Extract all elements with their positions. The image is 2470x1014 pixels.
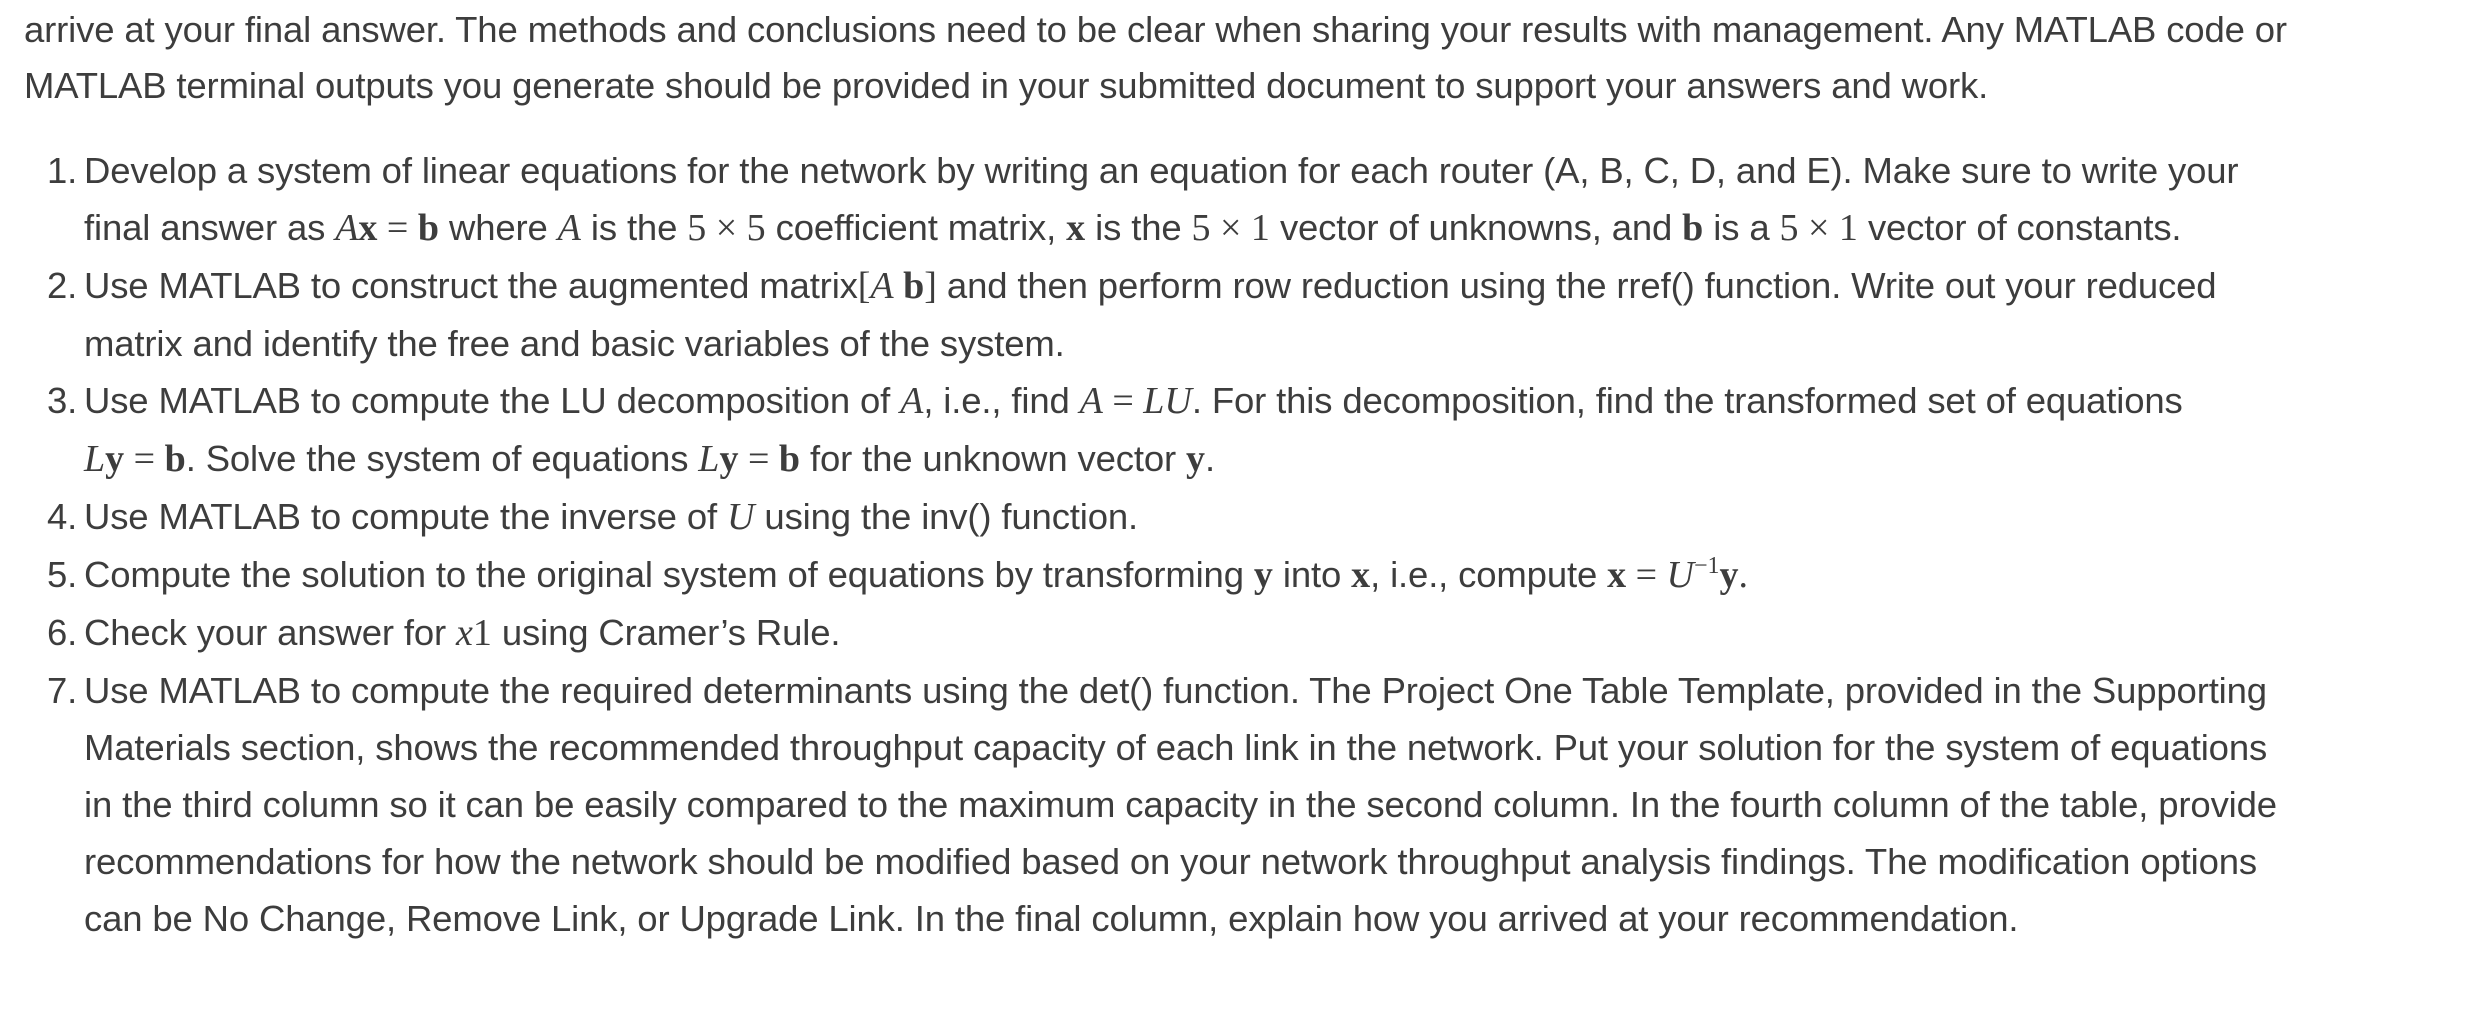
list-number: 1. — [47, 150, 78, 191]
step-text: coefficient matrix, — [775, 207, 1057, 248]
math-vec: y — [1253, 554, 1273, 596]
math-expression — [558, 207, 581, 249]
step-text: is a — [1713, 207, 1770, 248]
list-item-step-7 — [0, 662, 2470, 947]
step-text: Use MATLAB to construct the augmented matrix — [84, 265, 858, 306]
list-number: 4. — [47, 496, 78, 537]
intro-line-2: MATLAB terminal outputs you generate should be provided in your submitted document to support your answers and work. — [24, 65, 1989, 106]
math-op: = — [124, 438, 165, 480]
math-op: = — [1626, 554, 1667, 596]
math-var: A — [557, 207, 581, 249]
step-text: and then perform row reduction using the rref() function. Write out your reduced — [946, 265, 2217, 306]
step-6-line-1 — [84, 604, 2470, 662]
step-text: Use MATLAB to compute the inverse of — [84, 496, 717, 537]
math-vec: x — [1066, 207, 1086, 249]
step-2-line-2: matrix and identify the free and basic variables of the system. — [84, 323, 1065, 364]
list-number: 7. — [47, 670, 78, 711]
math-op: = — [738, 438, 779, 480]
step-text: , i.e., find — [923, 380, 1070, 421]
step-text: Check your answer for — [84, 612, 446, 653]
list-item-step-1 — [0, 142, 2470, 257]
step-text: . Solve the system of equations — [185, 438, 689, 479]
math-vec: b — [903, 265, 925, 307]
math-vec: x — [1607, 554, 1627, 596]
step-5-line-1 — [84, 546, 2470, 604]
math-var: L — [698, 438, 720, 480]
list-item-step-5 — [0, 546, 2470, 604]
math-vec: y — [1185, 438, 1205, 480]
step-text: where — [449, 207, 548, 248]
math-vec: x — [1351, 554, 1371, 596]
math-var: A — [900, 380, 924, 422]
math-expression — [698, 438, 800, 480]
step-text: final answer as — [84, 207, 326, 248]
math-var: A — [335, 207, 359, 249]
math-expression — [1066, 207, 1085, 249]
step-text: . For this decomposition, find the transformed set of equations — [1191, 380, 2183, 421]
math-var: LU — [1143, 380, 1192, 422]
step-text: using Cramer’s Rule. — [501, 612, 841, 653]
step-text: Compute the solution to the original system of equations by transforming — [84, 554, 1244, 595]
list-number: 5. — [47, 554, 78, 595]
step-7-line-4: recommendations for how the network should be modified based on your network throughput analysis findings. The modification options — [84, 841, 2257, 882]
math-var: U — [1666, 554, 1694, 596]
list-item-step-2 — [0, 257, 2470, 372]
math-bracket: ] — [924, 265, 937, 307]
math-var: A — [1079, 380, 1103, 422]
intro-line-1: arrive at your final answer. The methods and conclusions need to be clear when sharing your results with management. Any MATLAB code or — [24, 9, 2287, 50]
list-number: 3. — [47, 380, 78, 421]
math-expression — [456, 612, 492, 654]
step-2-line-1 — [84, 257, 2470, 315]
step-text: vector of unknowns, and — [1279, 207, 1673, 248]
math-expression — [1186, 438, 1205, 480]
math-expression — [1080, 380, 1192, 422]
step-7-line-2: Materials section, shows the recommended throughput capacity of each link in the network. Put your solution for the system of equations — [84, 727, 2268, 768]
step-text: vector of constants. — [1867, 207, 2182, 248]
math-var: x — [456, 612, 473, 654]
math-expression — [1351, 554, 1370, 596]
list-number: 2. — [47, 265, 78, 306]
math-vec: x — [358, 207, 378, 249]
step-text: Use MATLAB to compute the LU decomposition of — [84, 380, 891, 421]
math-expression: 5 × 1 — [1779, 207, 1858, 249]
step-1-line-2 — [84, 199, 2470, 257]
math-expression: 5 × 1 — [1191, 207, 1270, 249]
instruction-list — [0, 142, 2470, 947]
math-vec: b — [778, 438, 801, 480]
step-text: . — [1204, 438, 1215, 479]
step-1-line-1: Develop a system of linear equations for the network by writing an equation for each router (A, B, C, D, and E). Make sure to write your — [84, 150, 2239, 191]
math-var: A — [870, 265, 894, 307]
math-bracket: [ — [857, 265, 871, 307]
step-4-line-1 — [84, 488, 2470, 546]
math-vec: b — [1682, 207, 1704, 249]
step-text: is the — [1095, 207, 1182, 248]
list-item-step-6 — [0, 604, 2470, 662]
step-7-line-1: Use MATLAB to compute the required determinants using the det() function. The Project One Table Template, provided in the Supporting — [84, 670, 2267, 711]
math-expression — [900, 380, 923, 422]
math-expression — [1254, 554, 1273, 596]
step-3-line-1 — [84, 372, 2470, 430]
math-op: = — [1102, 380, 1144, 422]
math-vec: y — [105, 438, 125, 480]
step-3-line-2 — [84, 430, 2470, 488]
math-punct: . — [1738, 554, 1749, 596]
math-subscript: 1 — [472, 612, 492, 654]
step-text: into — [1282, 554, 1342, 595]
math-expression — [335, 207, 439, 249]
math-vec: b — [417, 207, 439, 249]
step-7-line-5: can be No Change, Remove Link, or Upgrade Link. In the final column, explain how you arrived at your recommendation. — [84, 898, 2019, 939]
math-vec: y — [719, 438, 739, 480]
math-expression — [1682, 207, 1703, 249]
step-text: using the inv() function. — [764, 496, 1139, 537]
math-var: L — [84, 438, 106, 480]
math-var: U — [726, 496, 755, 538]
list-item-step-4 — [0, 488, 2470, 546]
math-expression: 5 × 5 — [687, 207, 766, 249]
list-number: 6. — [47, 612, 78, 653]
step-7-line-3: in the third column so it can be easily compared to the maximum capacity in the second column. In the fourth column of the table, provide — [84, 784, 2277, 825]
math-exponent: −1 — [1694, 553, 1720, 579]
math-op: = — [377, 207, 418, 249]
step-text: for the unknown vector — [810, 438, 1176, 479]
math-vec: b — [164, 438, 186, 480]
intro-paragraph — [24, 2, 2444, 114]
math-expression — [1607, 554, 1748, 596]
math-expression — [84, 438, 186, 480]
math-expression — [727, 496, 754, 538]
step-text: , i.e., compute — [1370, 554, 1598, 595]
math-vec: y — [1719, 554, 1739, 596]
math-expression — [858, 265, 937, 307]
step-text: is the — [590, 207, 678, 248]
list-item-step-3 — [0, 372, 2470, 488]
